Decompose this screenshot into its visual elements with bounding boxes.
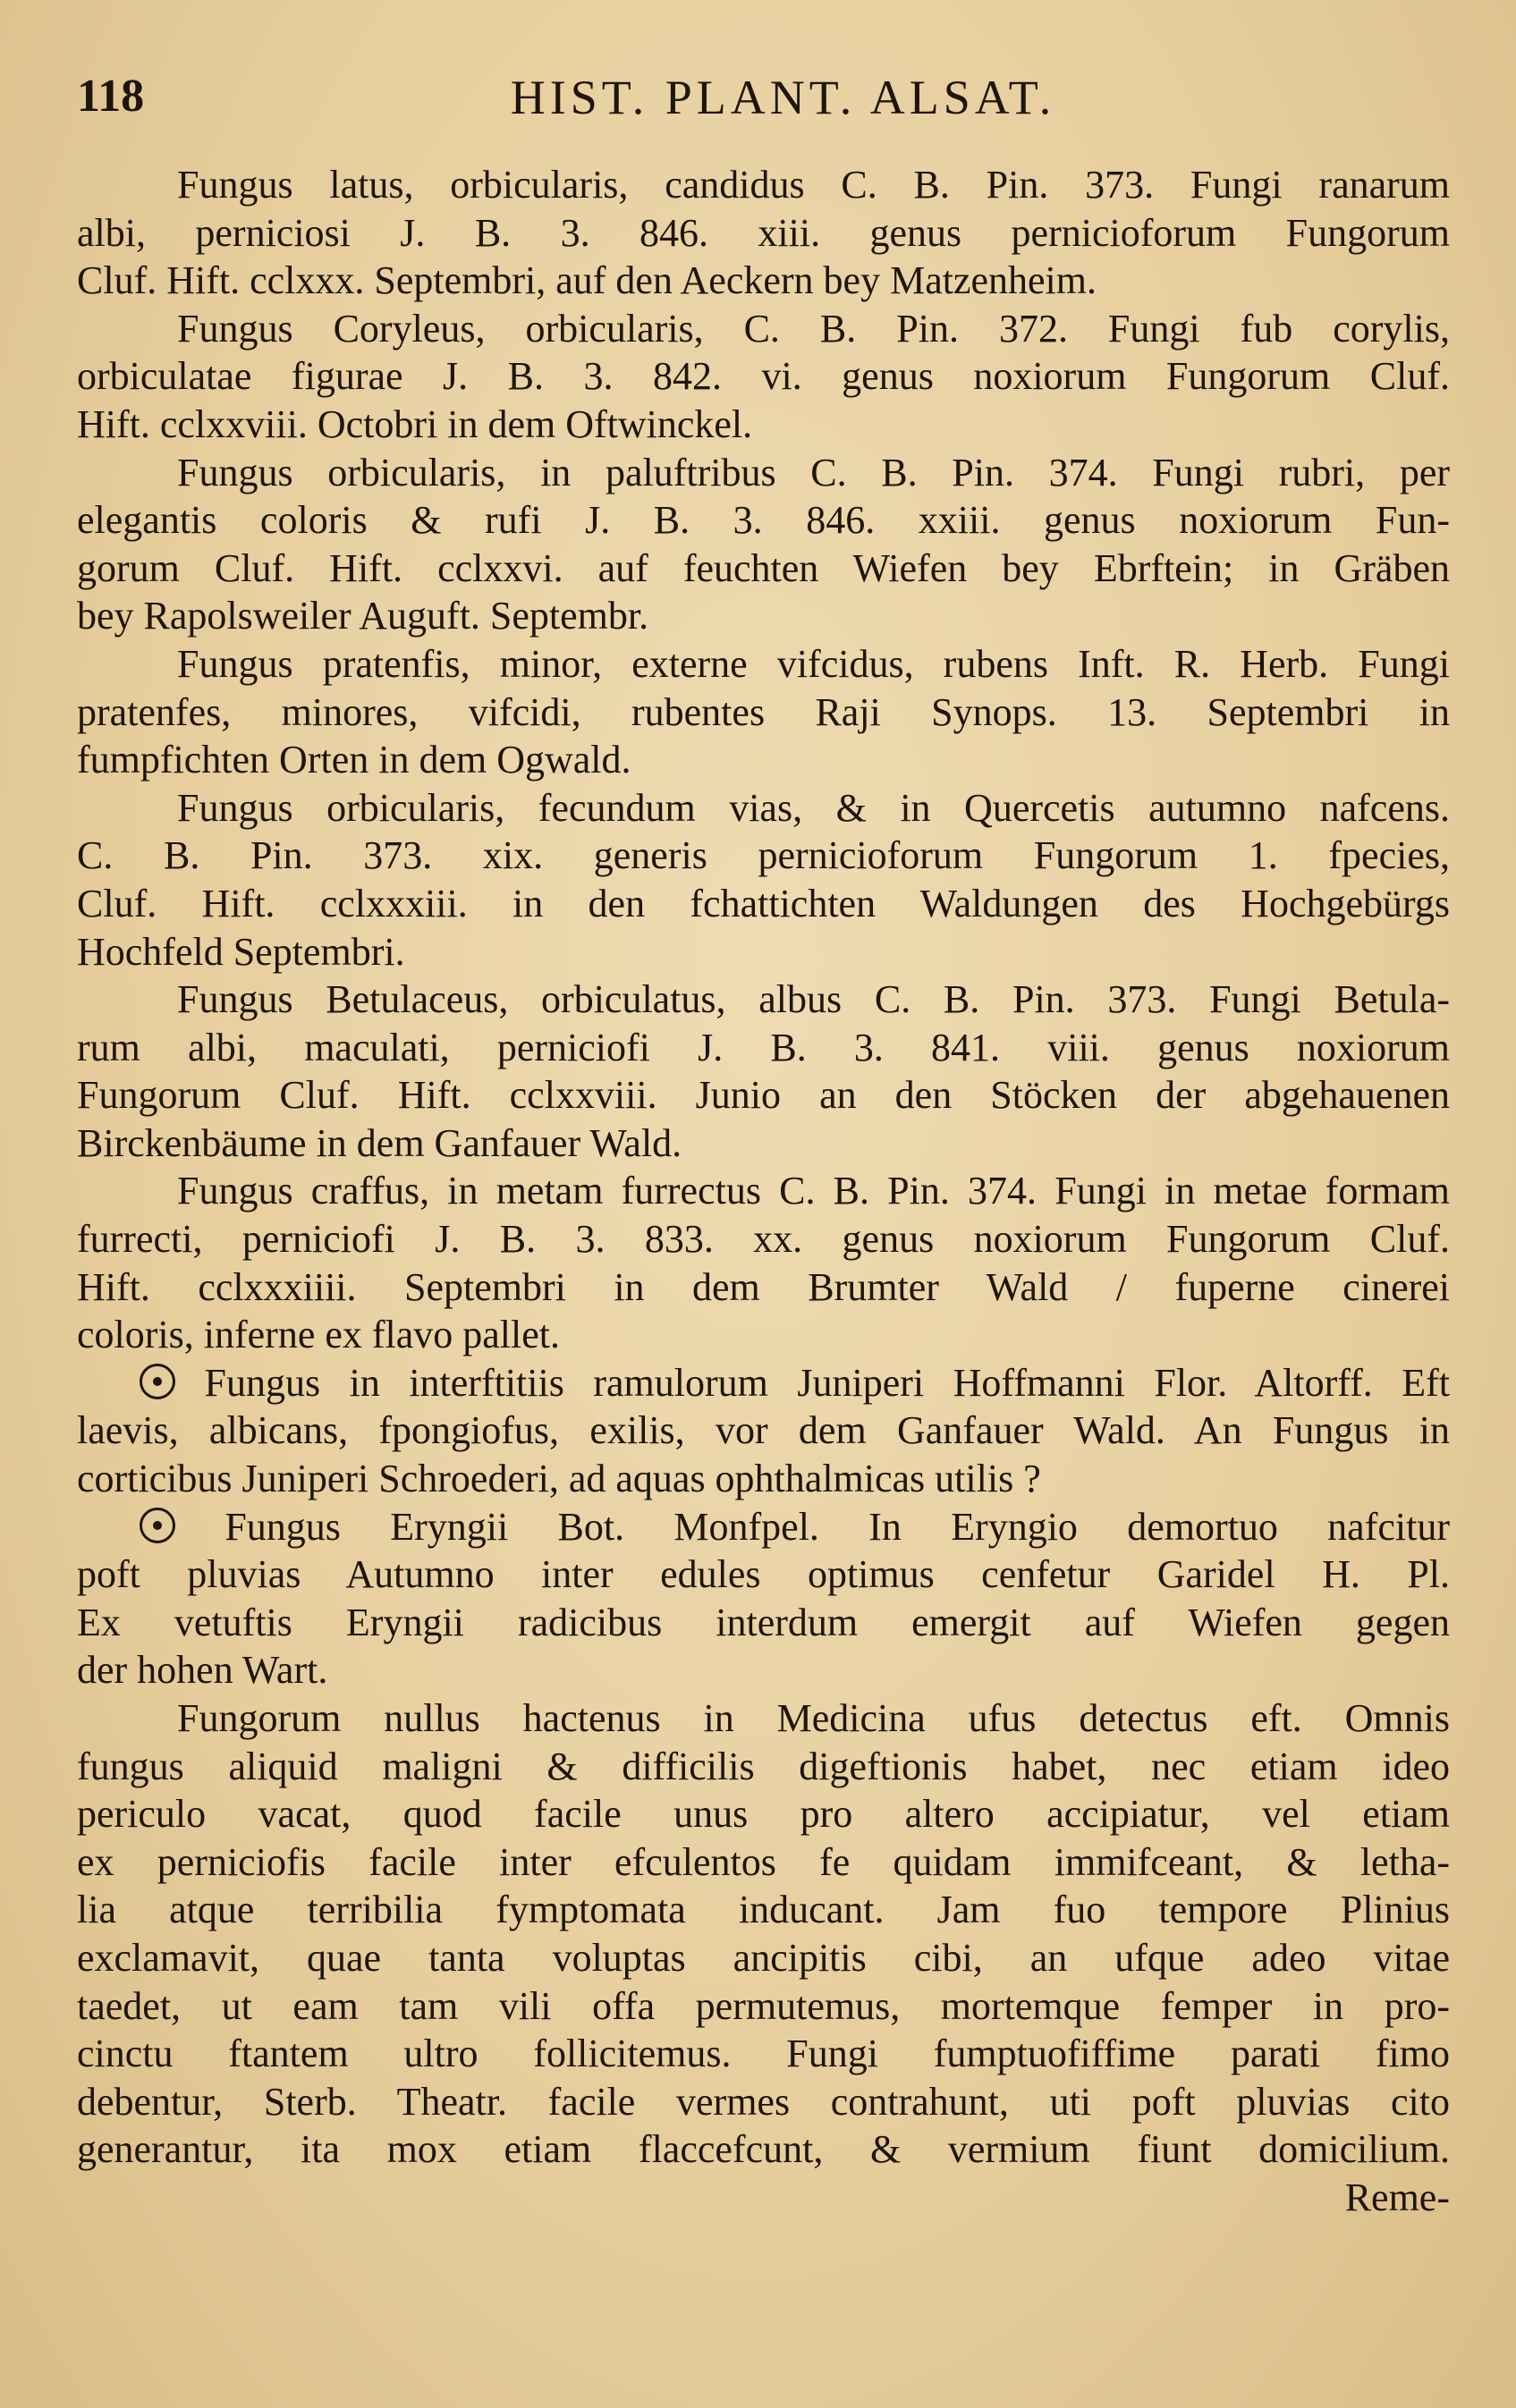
text-line: ex perniciofis facile inter efculentos fe quidam immifceant, & letha- <box>77 1839 1450 1884</box>
text-line: der hohen Wart. <box>77 1648 328 1693</box>
page-number: 118 <box>77 71 145 122</box>
text-line: laevis, albicans, fpongiofus, exilis, vor dem Ganfauer Wald. An Fungus in <box>77 1408 1450 1453</box>
sun-symbol-icon <box>140 1508 175 1543</box>
page-body <box>77 161 1450 2222</box>
text-line: Fungus craffus, in metam furrectus C. B. Pin. 374. Fungi in metae formam <box>177 1169 1450 1213</box>
text-line: taedet, ut eam tam vili offa permutemus, mortemque femper in pro- <box>77 1983 1450 2028</box>
text-line: lia atque terribilia fymptomata inducant. Jam fuo tempore Plinius <box>77 1888 1450 1932</box>
text-line: Birckenbäume in dem Ganfauer Wald. <box>77 1120 682 1165</box>
text-line: Fungus Coryleus, orbicularis, C. B. Pin. 372. Fungi fub corylis, <box>177 306 1450 351</box>
text-line: Fungus Betulaceus, orbiculatus, albus C. B. Pin. 373. Fungi Betula- <box>177 977 1450 1022</box>
text-line: albi, perniciosi J. B. 3. 846. xiii. genus pernicioforum Fungorum <box>77 210 1450 255</box>
text-line: coloris, inferne ex flavo pallet. <box>77 1313 561 1357</box>
text-line: rum albi, maculati, perniciofi J. B. 3. 841. viii. genus noxiorum <box>77 1025 1450 1069</box>
text-line: Hochfeld Septembri. <box>77 929 405 974</box>
text-line: Fungus orbicularis, fecundum vias, & in Quercetis autumno nafcens. <box>177 785 1450 830</box>
text-line: pratenfes, minores, vifcidi, rubentes Raji Synops. 13. Septembri in <box>77 689 1450 734</box>
text-line: Fungus in interftitiis ramulorum Juniperi Hoffmanni Flor. Altorff. Eft <box>77 1359 1450 1407</box>
text-line: Fungus Eryngii Bot. Monfpel. In Eryngio demortuo nafcitur <box>77 1503 1450 1551</box>
text-line: gorum Cluf. Hift. cclxxvi. auf feuchten Wiefen bey Ebrftein; in Gräben <box>77 545 1450 590</box>
text-line: fungus aliquid maligni & difficilis digeftionis habet, nec etiam ideo <box>77 1744 1450 1788</box>
text-line: Fungus latus, orbicularis, candidus C. B. Pin. 373. Fungi ranarum <box>177 163 1450 207</box>
text-line: generantur, ita mox etiam flaccefcunt, & vermium fiunt domicilium. <box>77 2127 1450 2172</box>
text-line: Fungorum nullus hactenus in Medicina ufus detectus eft. Omnis <box>177 1696 1450 1740</box>
text-line: Cluf. Hift. cclxxxiii. in den fchattichten Waldungen des Hochgebürgs <box>77 881 1450 925</box>
text-line: orbiculatae figurae J. B. 3. 842. vi. genus noxiorum Fungorum Cluf. <box>77 354 1450 399</box>
text-line: furrecti, perniciofi J. B. 3. 833. xx. genus noxiorum Fungorum Cluf. <box>77 1217 1450 1262</box>
text-line: exclamavit, quae tanta voluptas ancipitis cibi, an ufque adeo vitae <box>77 1935 1450 1980</box>
text-line: Hift. cclxxviii. Octobri in dem Oftwinckel. <box>77 401 753 446</box>
sun-symbol-icon <box>140 1364 175 1399</box>
text-line: Fungorum Cluf. Hift. cclxxviii. Junio an den Stöcken der abgehauenen <box>77 1073 1450 1118</box>
text-line: Fungus orbicularis, in paluftribus C. B. Pin. 374. Fungi rubri, per <box>177 450 1450 494</box>
text-line: periculo vacat, quod facile unus pro altero accipiatur, vel etiam <box>77 1792 1450 1837</box>
text-line: elegantis coloris & rufi J. B. 3. 846. xxiii. genus noxiorum Fun- <box>77 498 1450 543</box>
text-line: poft pluvias Autumno inter edules optimus cenfetur Garidel H. Pl. <box>77 1552 1450 1597</box>
text-line: corticibus Juniperi Schroederi, ad aquas ophthalmicas utilis ? <box>77 1457 1041 1501</box>
text-line: fumpfichten Orten in dem Ogwald. <box>77 738 631 782</box>
text-line: C. B. Pin. 373. xix. generis pernicioforum Fungorum 1. fpecies, <box>77 833 1450 878</box>
page-header <box>77 70 1409 132</box>
catchword: Reme- <box>1344 2175 1450 2219</box>
text-line: Ex vetuftis Eryngii radicibus interdum emergit auf Wiefen gegen <box>77 1600 1450 1644</box>
text-line: Fungus pratenfis, minor, externe vifcidus, rubens Inft. R. Herb. Fungi <box>177 641 1450 686</box>
text-line: bey Rapolsweiler Auguft. Septembr. <box>77 594 649 638</box>
text-line: debentur, Sterb. Theatr. facile vermes contrahunt, uti poft pluvias cito <box>77 2079 1450 2124</box>
text-line: cinctu ftantem ultro follicitemus. Fungi fumptuofiffime parati fimo <box>77 2032 1450 2076</box>
running-head: HIST. PLANT. ALSAT. <box>510 71 1056 124</box>
text-line: Cluf. Hift. cclxxx. Septembri, auf den Aeckern bey Matzenheim. <box>77 258 1097 303</box>
text-line: Hift. cclxxxiiii. Septembri in dem Brumter Wald / fuperne cinerei <box>77 1264 1450 1309</box>
